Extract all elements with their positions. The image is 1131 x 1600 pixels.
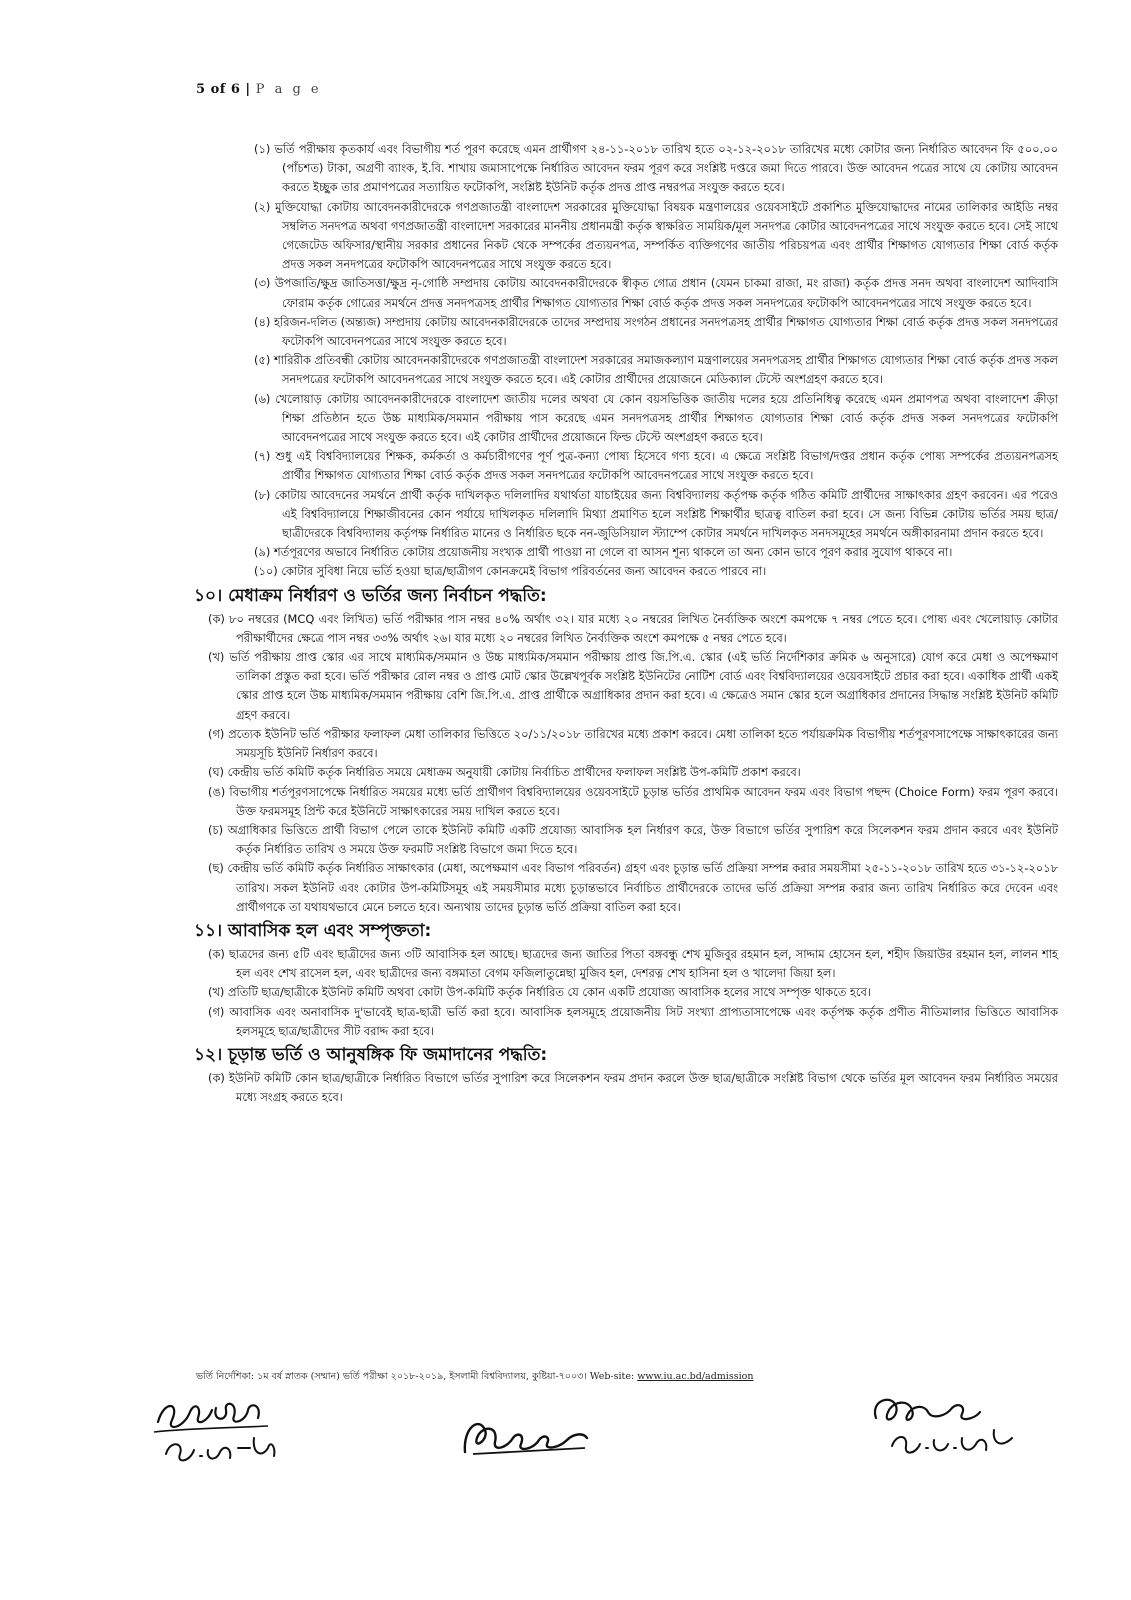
section-10-item-text: প্রত্যেক ইউনিট ভর্তি পরীক্ষার ফলাফল মেধা তালিকার ভিত্তিতে ২০/১১/২০১৮ তারিখের মধ্যে প্রকাশ করবে। মেধা তালিকা হতে পর্যায়ক্রমিক বিভাগীয় শর্তপূরণসাপেক্ষে সাক্ষাৎকারের জন্য সময়সূচি ইউনিট নির্ধারণ করবে।: [228, 726, 1058, 761]
quota-item-text: কোটার সুবিধা নিয়ে ভর্তি হওয়া ছাত্র/ছাত্রীগণ কোনক্রমেই বিভাগ পরিবর্তনের জন্য আবেদন করতে পারবে না।: [281, 564, 767, 579]
section-11-item-text: ছাত্রদের জন্য ৫টি এবং ছাত্রীদের জন্য ৩টি আবাসিক হল আছে। ছাত্রদের জন্য জাতির পিতা বঙ্গবন্ধু শেখ মুজিবুর রহমান হল, সাদ্দাম হোসেন হল, শহীদ জিয়াউর রহমান হল, লালন শাহ হল এবং শেখ রাসেল হল, এবং ছাত্রীদের জন্য বঙ্গমাতা বেগম ফজিলাতুন্নেছা মুজিব হল, দেশরত্ন শেখ হাসিনা হল ও খালেদা জিয়া হল।: [228, 946, 1058, 981]
quota-item-number: (৬): [254, 391, 271, 406]
quota-item-text: হরিজন-দলিত (অন্ত্যজ) সম্প্রদায় কোটায় আবেদনকারীদেরকে তাদের সম্প্রদায় সংগঠন প্রধানের সনদপত্রসহ প্রার্থীর শিক্ষাগত যোগ্যতার শিক্ষা বোর্ড কর্তৃক প্রদত্ত সকল সনদপত্রের ফটোকপি আবেদনপত্রের সাথে সংযুক্ত করতে হবে।: [274, 314, 1059, 349]
section-10-heading: ১০। মেধাক্রম নির্ধারণ ও ভর্তির জন্য নির্বাচন পদ্ধতি:: [194, 585, 547, 606]
section-10-item-4: [196, 763, 1058, 782]
quota-item-number: (৫): [254, 353, 271, 368]
footer-url-link[interactable]: www.iu.ac.bd/admission: [637, 1371, 754, 1382]
section-10-item-text: কেন্দ্রীয় ভর্তি কমিটি কর্তৃক নির্ধারিত সময়ে মেধাক্রম অনুযায়ী কোটায় নির্বাচিত প্রার্থীদের ফলাফল সংশ্লিষ্ট উপ-কমিটি প্রকাশ করবে।: [227, 765, 801, 780]
quota-item-1: [196, 140, 1058, 198]
section-10-item-text: বিভাগীয় শর্তপূরণসাপেক্ষে নির্ধারিত সময়ের মধ্যে ভর্তি প্রার্থীগণ বিশ্ববিদ্যালয়ের ওয়েবসাইটে চূড়ান্ত ভর্তির প্রাথমিক আবেদন ফরম এবং বিভাগ পছন্দ (Choice Form) ফরম পূরণ করবে। উক্ত ফরমসমূহ প্রিন্ট করে ইউনিটে সাক্ষাৎকারের সময় দাখিল করতে হবে।: [229, 784, 1058, 818]
signature-left-image: [150, 1392, 300, 1470]
section-11-item-number: (ক): [208, 946, 225, 961]
section-11-item-text: আবাসিক এবং অনাবাসিক দু'ভাবেই ছাত্র-ছাত্রী ভর্তি করা হবে। আবাসিক হলসমূহে প্রয়োজনীয় সিট সংখ্যা প্রাপ্যতাসাপেক্ষে এবং কর্তৃপক্ষ কর্তৃক প্রণীত নীতিমালার ভিত্তিতে আবাসিক হলসমূহে ছাত্র/ছাত্রীদের সীট বরাদ্দ করা হবে।: [229, 1004, 1058, 1038]
quota-item-number: (৪): [254, 314, 271, 329]
section-10-item-number: (ঘ): [208, 765, 224, 780]
quota-item-10: [196, 562, 1058, 581]
section-11-heading: ১১। আবাসিক হল এবং সম্পৃক্ততা:: [194, 920, 432, 941]
quota-item-8: [196, 486, 1058, 544]
section-10-item-7: [196, 859, 1058, 917]
quota-item-text: শুধু এই বিশ্ববিদ্যালয়ের শিক্ষক, কর্মকর্তা ও কর্মচারীগণের পূর্ণ পুত্র-কন্যা পোষ্য হিসেবে গণ্য হবে। এ ক্ষেত্রে সংশ্লিষ্ট বিভাগ/দপ্তর প্রধান কর্তৃক পোষ্য সম্পর্কের প্রত্যয়নপত্রসহ প্রার্থীর শিক্ষাগত যোগ্যতার শিক্ষা বোর্ড কর্তৃক প্রদত্ত সকল সনদপত্রের ফটোকপি আবেদনপত্রের সাথে সংযুক্ত করতে হবে।: [275, 449, 1058, 483]
section-11-item-2: [196, 983, 1058, 1002]
page-number-separator: |: [240, 82, 256, 97]
section-10-item-2: [196, 648, 1058, 725]
section-10-item-5: [196, 783, 1058, 821]
section-10-item-number: (ছ): [208, 861, 224, 876]
section-12-item-text: ইউনিট কমিটি কোন ছাত্র/ছাত্রীকে নির্ধারিত বিভাগে ভর্তির সুপারিশ করে সিলেকশন ফরম প্রদান করলে উক্ত ছাত্র/ছাত্রীকে সংশ্লিষ্ট বিভাগ থেকে ভর্তির মূল আবেদন ফরম নির্ধারিত সময়ের মধ্যে সংগ্রহ করতে হবে।: [228, 1070, 1058, 1105]
section-11-item-1: [196, 945, 1058, 983]
section-10-item-text: ৮০ নম্বরের (MCQ এবং লিখিত) ভর্তি পরীক্ষার পাস নম্বর ৪০% অর্থাৎ ৩২। যার মধ্যে ২০ নম্বরের লিখিত নৈর্ব্যক্তিক অংশে কমপক্ষে ৭ নম্বর পেতে হবে। পোষ্য এবং খেলোয়াড় কোটার পরীক্ষার্থীদের ক্ষেত্রে পাস নম্বর ৩৩% অর্থাৎ ২৬। যার মধ্যে ২০ নম্বরের লিখিত নৈর্ব্যক্তিক অংশে কমপক্ষে ৫ নম্বর পেতে হবে।: [229, 611, 1058, 645]
quota-item-text: কোটায় আবেদনের সমর্থনে প্রার্থী কর্তৃক দাখিলকৃত দলিলাদির যথার্থতা যাচাইয়ের জন্য বিশ্ববিদ্যালয় কর্তৃপক্ষ কর্তৃক গঠিত কমিটি প্রার্থীদের সাক্ষাৎকার গ্রহণ করবেন। এর পরেও এই বিশ্ববিদ্যালয়ে শিক্ষাজীবনের কোন পর্যায়ে দাখিলকৃত দলিলাদি মিথ্যা প্রমাণিত হলে সংশ্লিষ্ট শিক্ষার্থীর ছাত্রত্ব বাতিল করা হবে। সে জন্য বিভিন্ন কোটায় ভর্তির সময় ছাত্র/ছাত্রীদেরকে বিশ্ববিদ্যালয় কর্তৃপক্ষ নির্ধারিত মানের ও নির্ধারিত ছকে নন-জুডিসিয়াল স্ট্যাম্পে কোটার সমর্থনে দাখিলকৃত সনদসমূহের সমর্থনে অঙ্গীকারনামা প্রদান করতে হবে।: [274, 487, 1058, 541]
quota-item-number: (১): [254, 142, 271, 156]
quota-item-number: (৭): [254, 449, 271, 464]
signature-middle-image: [455, 1408, 595, 1464]
quota-item-text: মুক্তিযোদ্ধা কোটায় আবেদনকারীদেরকে গণপ্রজাতন্ত্রী বাংলাদেশ সরকারের মুক্তিযোদ্ধা বিষয়ক মন্ত্রণালয়ের ওয়েবসাইটে প্রকাশিত মুক্তিযোদ্ধাদের নামের তালিকার আইডি নম্বর সম্বলিত সনদপত্র অথবা গণপ্রজাতন্ত্রী বাংলাদেশ সরকারের মাননীয় প্রধানমন্ত্রী কর্তৃক স্বাক্ষরিত সাময়িক/মূল সনদপত্র কোটার আবেদনপত্রের সাথে সংযুক্ত করতে হবে। সেই সাথে গেজেটেড অফিসার/স্থানীয় সরকার প্রধানের নিকট থেকে সম্পর্কের প্রত্যয়নপত্র, সম্পর্কিত ব্যক্তিগণের জাতীয় পরিচয়পত্র এবং প্রার্থীর শিক্ষাগত যোগ্যতার শিক্ষা বোর্ড কর্তৃক প্রদত্ত সকল সনদপত্রের ফটোকপি আবেদনপত্রের সাথে সংযুক্ত করতে হবে।: [275, 199, 1058, 272]
section-12-item-1: [196, 1069, 1058, 1107]
section-11-list: [196, 945, 1058, 1041]
section-10-item-text: অগ্রাধিকার ভিত্তিতে প্রার্থী বিভাগ পেলে তাকে ইউনিট কমিটি একটি প্রযোজ্য আবাসিক হল নির্ধারণ করে, উক্ত বিভাগে ভর্তির সুপারিশ করে সিলেকশন ফরম প্রদান করবে এবং ইউনিট কর্তৃক নির্ধারিত তারিখ ও সময়ে উক্ত ফরমটি সংশ্লিষ্ট বিভাগে জমা দিতে হবে।: [227, 822, 1058, 857]
section-10-item-number: (গ): [208, 726, 225, 741]
section-10-item-text: ভর্তি পরীক্ষায় প্রাপ্ত স্কোর এর সাথে মাধ্যমিক/সমমান ও উচ্চ মাধ্যমিক/সমমান পরীক্ষায় প্রাপ্ত জি.পি.এ. স্কোর (এই ভর্তি নির্দেশিকার ক্রমিক ৬ অনুসারে) যোগ করে মেধা ও অপেক্ষমাণ তালিকা প্রস্তুত করা হবে। ভর্তি পরীক্ষার রোল নম্বর ও প্রাপ্ত মোট স্কোর উল্লেখপূর্বক সংশ্লিষ্ট ইউনিটের নোটিশ বোর্ড এবং বিশ্ববিদ্যালয়ের ওয়েবসাইটে প্রচার করা হবে। একাধিক প্রার্থী একই স্কোর প্রাপ্ত হলে উচ্চ মাধ্যমিক/সমমান পরীক্ষায় বেশি জি.পি.এ. প্রাপ্ত প্রার্থীকে অগ্রাধিকার প্রদান করা হবে। এ ক্ষেত্রেও সমান স্কোর হলে অগ্রাধিকার প্রদানের সিদ্ধান্ত সংশ্লিষ্ট ইউনিট কমিটি গ্রহণ করবে।: [229, 650, 1059, 722]
quota-item-3: [196, 274, 1058, 312]
quota-item-6: [196, 390, 1058, 448]
section-10-item-1: [196, 610, 1058, 648]
quota-item-number: (৩): [254, 276, 271, 291]
section-10-item-number: (ঙ): [208, 784, 226, 799]
page-number-value: 5 of 6: [196, 82, 241, 97]
section-10-item-6: [196, 821, 1058, 859]
footer-text: ভর্তি নির্দেশিকা: ১ম বর্ষ স্নাতক (সম্মান) ভর্তি পরীক্ষা ২০১৮-২০১৯, ইসলামী বিশ্ববিদ্যালয়, কুষ্টিয়া-৭০০৩। Web-site:: [196, 1371, 638, 1382]
section-12-item-number: (ক): [208, 1070, 225, 1085]
quota-item-number: (৯): [254, 545, 271, 560]
quota-item-text: উপজাতি/ক্ষুদ্র জাতিসত্তা/ক্ষুদ্র নৃ-গোষ্ঠি সম্প্রদায় কোটায় আবেদনকারীদেরকে স্বীকৃত গোত্র প্রধান (যেমন চাকমা রাজা, মং রাজা) কর্তৃক প্রদত্ত সনদ অথবা বাংলাদেশ আদিবাসি ফোরাম কর্তৃক গোত্রের সমর্থনে প্রদত্ত সনদপত্রসহ প্রার্থীর শিক্ষাগত যোগ্যতার শিক্ষা বোর্ড কর্তৃক প্রদত্ত সকল সনদপত্রের ফটোকপি আবেদনপত্রের সাথে সংযুক্ত করতে হবে।: [274, 276, 1059, 310]
section-12-heading: ১২। চূড়ান্ত ভর্তি ও আনুষঙ্গিক ফি জমাদানের পদ্ধতি:: [194, 1044, 548, 1065]
section-11-item-text: প্রতিটি ছাত্র/ছাত্রীকে ইউনিট কমিটি অথবা কোটা উপ-কমিটি কর্তৃক নির্ধারিত যে কোন একটি প্রযোজ্য আবাসিক হলের সাথে সম্পৃক্ত থাকতে হবে।: [228, 985, 871, 1000]
quota-item-7: [196, 447, 1058, 485]
section-11-item-number: (গ): [208, 1004, 225, 1019]
quota-item-text: খেলোয়াড় কোটায় আবেদনকারীদেরকে বাংলাদেশ জাতীয় দলের অথবা যে কোন বয়সভিত্তিক জাতীয় দলের হয়ে প্রতিনিধিত্ব করেছে এমন প্রমাণপত্র অথবা বাংলাদেশ ক্রীড়া শিক্ষা প্রতিষ্ঠান হতে উচ্চ মাধ্যমিক/সমমান পরীক্ষায় পাস করেছে এমন সনদপত্রসহ প্রার্থীর শিক্ষাগত যোগ্যতার শিক্ষা বোর্ড কর্তৃক প্রদত্ত সকল সনদপত্রের ফটোকপি আবেদনপত্রের সাথে সংযুক্ত করতে হবে। এই কোটার প্রার্থীদের প্রয়োজনে ফিল্ড টেস্টে অংশগ্রহণ করতে হবে।: [275, 391, 1058, 445]
quota-item-4: [196, 313, 1058, 351]
quota-list: [196, 140, 1058, 582]
footer: [196, 1370, 753, 1385]
page-number: [196, 82, 322, 97]
page-word: P a g e: [255, 82, 322, 97]
quota-item-2: [196, 198, 1058, 275]
section-10-list: [196, 610, 1058, 917]
section-11-item-number: (খ): [208, 985, 225, 1000]
section-11-item-3: [196, 1003, 1058, 1041]
section-10-item-text: কেন্দ্রীয় ভর্তি কমিটি কর্তৃক নির্ধারিত সাক্ষাৎকার (মেধা, অপেক্ষমাণ এবং বিভাগ পরিবর্তন) গ্রহণ এবং চূড়ান্ত ভর্তি প্রক্রিয়া সম্পন্ন করার সময়সীমা ২৫-১১-২০১৮ তারিখ হতে ৩১-১২-২০১৮ তারিখ। সকল ইউনিট এবং কোটার উপ-কমিটিসমূহ এই সময়সীমার মধ্যে চূড়ান্তভাবে নির্বাচিত প্রার্থীদেরকে তাদের ভর্তি প্রক্রিয়া সম্পন্ন করার জন্য তারিখ নির্ধারিত করে দেবেন এবং প্রার্থীগণকে তা যথাযথভাবে মেনে চলতে হবে। অন্যথায় তাদের চূড়ান্ত ভর্তি প্রক্রিয়া বাতিল করা হবে।: [227, 861, 1058, 914]
section-12-list: [196, 1069, 1058, 1107]
quota-item-number: (৮): [254, 487, 271, 502]
quota-item-5: [196, 351, 1058, 389]
quota-item-text: শারিরীক প্রতিবন্ধী কোটায় আবেদনকারীদেরকে গণপ্রজাতন্ত্রী বাংলাদেশ সরকারের সমাজকল্যাণ মন্ত্রণালয়ের সনদপত্রসহ প্রার্থীর শিক্ষাগত যোগ্যতার শিক্ষা বোর্ড কর্তৃক প্রদত্ত সকল সনদপত্রের ফটোকপি আবেদনপত্রের সাথে সংযুক্ত করতে হবে। এই কোটার প্রার্থীদের প্রয়োজনে মেডিক্যাল টেস্টে অংশগ্রহণ করতে হবে।: [273, 353, 1058, 387]
quota-item-number: (২): [254, 199, 271, 214]
quota-item-9: [196, 543, 1058, 562]
section-10-item-number: (চ): [208, 822, 224, 837]
quota-item-number: (১০): [254, 564, 278, 579]
section-10-item-number: (ক): [208, 611, 225, 626]
signature-right-image: [862, 1388, 1032, 1468]
quota-item-text: শর্তপূরণের অভাবে নির্ধারিত কোটায় প্রয়োজনীয় সংখ্যক প্রার্থী পাওয়া না গেলে বা আসন শূন্য থাকলে তা অন্য কোন ভাবে পূরণ করার সুযোগ থাকবে না।: [273, 545, 953, 560]
section-10-item-number: (খ): [208, 650, 225, 665]
quota-item-text: ভর্তি পরীক্ষায় কৃতকার্য এবং বিভাগীয় শর্ত পূরণ করেছে এমন প্রার্থীগণ ২৪-১১-২০১৮ তারিখ হতে ০২-১২-২০১৮ তারিখের মধ্যে কোটার জন্য নির্ধারিত আবেদন ফি ৫০০.০০ (পাঁচশত) টাকা, অগ্রণী ব্যাংক, ই.বি. শাখায় জমাসাপেক্ষে নির্ধারিত আবেদন ফরম পূরণ করে সংশ্লিষ্ট দপ্তরে জমা দিতে পারবে। উক্ত আবেদন পত্রের সাথে যে কোটায় আবেদন করতে ইচ্ছুক তার প্রমাণপত্রের সত্যায়িত ফটোকপি, সংশ্লিষ্ট ইউনিট কর্তৃক প্রদত্ত প্রাপ্ত নম্বরপত্র সংযুক্ত করতে হবে।: [274, 142, 1058, 195]
document-body: [196, 140, 1058, 1107]
section-10-item-3: [196, 725, 1058, 763]
